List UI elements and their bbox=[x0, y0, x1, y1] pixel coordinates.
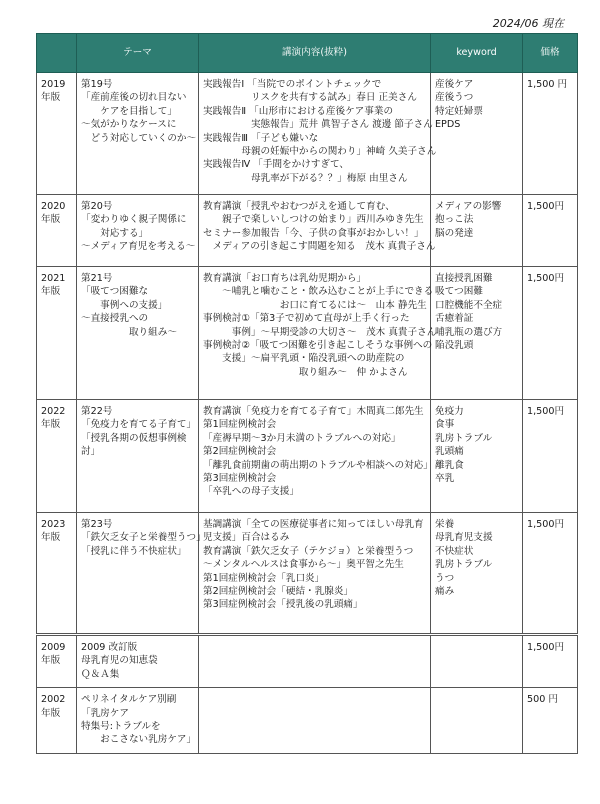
theme-line: 2009 改訂版 bbox=[81, 642, 138, 653]
header-keyword: keyword bbox=[431, 34, 523, 73]
table-row bbox=[37, 267, 578, 400]
theme-cell bbox=[77, 195, 199, 267]
keyword-line: 特定妊婦票 bbox=[435, 105, 483, 117]
price-cell: 1,500円 bbox=[523, 513, 578, 635]
table-header-row bbox=[37, 34, 578, 73]
year-line: 2019 bbox=[41, 79, 66, 90]
keyword-line: 哺乳瓶の選び方 bbox=[435, 326, 503, 338]
keyword-line: 口腔機能不全症 bbox=[435, 299, 503, 311]
theme-line: 第22号 bbox=[81, 406, 113, 417]
year-line: 2009 bbox=[41, 642, 66, 653]
year-cell bbox=[37, 688, 77, 754]
table-row bbox=[37, 195, 578, 267]
content-cell bbox=[199, 635, 431, 688]
keyword-line: 栄養 bbox=[435, 519, 455, 530]
theme-line: 特集号:トラブルを bbox=[81, 721, 161, 733]
keyword-line: 卒乳 bbox=[435, 473, 455, 485]
year-line: 年版 bbox=[41, 419, 61, 431]
content-line: リスクを共有する試み」春日 正美さん bbox=[203, 92, 417, 104]
table-row bbox=[37, 513, 578, 635]
content-line: 「離乳食前期歯の萌出期のトラブルや相談への対応」 bbox=[203, 459, 433, 471]
year-line: 年版 bbox=[41, 286, 61, 298]
content-line: 第2回症例検討会「硬結・乳腺炎」 bbox=[203, 586, 354, 598]
keyword-cell bbox=[431, 195, 523, 267]
price-cell: 1,500円 bbox=[523, 635, 578, 688]
theme-line: 母乳育児の知恵袋 bbox=[81, 655, 158, 667]
theme-line: 「乳房ケア bbox=[81, 707, 129, 719]
keyword-line: 産後ケア bbox=[435, 79, 474, 90]
keyword-line: 不快症状 bbox=[435, 545, 474, 557]
keyword-line: 免疫力 bbox=[435, 406, 464, 417]
publication-table bbox=[36, 33, 578, 754]
year-cell bbox=[37, 267, 77, 400]
theme-line: 取り組み～ bbox=[81, 326, 177, 338]
year-line: 年版 bbox=[41, 707, 61, 719]
year-line: 年版 bbox=[41, 655, 61, 667]
keyword-line: 直接授乳困難 bbox=[435, 273, 493, 284]
content-line: 事例検討①「第3子で初めて直母が上手く行った bbox=[203, 313, 410, 325]
content-line: 第1回症例検討会 bbox=[203, 419, 277, 431]
keyword-cell bbox=[431, 267, 523, 400]
header-year bbox=[37, 34, 77, 73]
content-cell bbox=[199, 688, 431, 754]
content-line: ～哺乳と噛むこと・飲み込むことが上手にできる bbox=[203, 286, 434, 298]
content-line: 「卒乳への母子支援」 bbox=[203, 486, 299, 498]
theme-cell bbox=[77, 513, 206, 635]
year-line: 2022 bbox=[41, 406, 66, 417]
content-line: 事例検討②「吸てつ困難を引き起こしそうな事例への bbox=[203, 340, 433, 352]
keyword-line: 母乳育児支援 bbox=[435, 532, 493, 544]
keyword-cell bbox=[431, 635, 523, 688]
keyword-line: 産後うつ bbox=[435, 92, 474, 104]
keyword-line: 乳房トラブル bbox=[435, 559, 493, 571]
year-cell bbox=[37, 195, 77, 267]
content-line: 取り組み～ 仲 かよさん bbox=[203, 366, 408, 378]
content-cell bbox=[199, 195, 436, 267]
content-line: セミナー参加報告「今、子供の食事がおかしい！」 bbox=[203, 227, 424, 239]
content-line: 「産褥早期～3か月未満のトラブルへの対応」 bbox=[203, 432, 401, 444]
content-line: 実態報告」荒井 眞智子さん 渡邊 節子さん bbox=[203, 119, 433, 131]
theme-line: ～直接授乳への bbox=[81, 313, 149, 325]
theme-line: おこさない乳房ケア」 bbox=[81, 734, 197, 746]
content-line: 第1回症例検討会「乳口炎」 bbox=[203, 572, 325, 584]
content-line: 実践報告Ⅰ 「当院でのポイントチェックで bbox=[203, 79, 382, 90]
keyword-line: 吸てつ困難 bbox=[435, 286, 483, 298]
keyword-line: 舌癒着証 bbox=[435, 313, 474, 325]
year-line: 2002 bbox=[41, 694, 66, 706]
keyword-line: 抱っこ法 bbox=[435, 214, 474, 226]
theme-line: ～メディア育児を考える～ bbox=[81, 241, 196, 253]
theme-line: 「鉄欠乏女子と栄養型うつ」 bbox=[81, 532, 206, 544]
content-line: 実践報告Ⅲ 「子ども嫌いな bbox=[203, 132, 319, 144]
price-cell: 500 円 bbox=[523, 688, 578, 754]
keyword-line: うつ bbox=[435, 572, 455, 584]
content-cell bbox=[199, 73, 437, 195]
content-line: 第2回症例検討会 bbox=[203, 446, 277, 458]
year-line: 年版 bbox=[41, 92, 61, 104]
theme-cell bbox=[77, 73, 199, 195]
theme-line: 「産前産後の切れ目ない bbox=[81, 92, 187, 104]
theme-line: 第23号 bbox=[81, 519, 113, 530]
header-theme: テーマ bbox=[77, 34, 199, 73]
content-cell bbox=[199, 267, 437, 400]
keyword-line: 脳の発達 bbox=[435, 227, 474, 239]
theme-line: 第19号 bbox=[81, 79, 113, 90]
keyword-line: メディアの影響 bbox=[435, 201, 502, 212]
price-cell: 1,500円 bbox=[523, 267, 578, 400]
content-line: 母親の妊娠中からの関わり」神崎 久美子さん bbox=[203, 146, 437, 158]
content-line: 教育講演「授乳やおむつがえを通して育む、 bbox=[203, 201, 395, 212]
year-cell bbox=[37, 400, 77, 513]
keyword-cell bbox=[431, 513, 523, 635]
keyword-line: EPDS bbox=[435, 119, 461, 131]
theme-cell bbox=[77, 635, 199, 688]
content-line: メディアの引き起こす問題を知る 茂木 真貴子さん bbox=[203, 241, 436, 253]
year-cell bbox=[37, 513, 77, 635]
keyword-cell bbox=[431, 688, 523, 754]
content-line: 事例」～早期受診の大切さ～ 茂木 真貴子さん bbox=[203, 326, 437, 338]
year-line: 年版 bbox=[41, 214, 61, 226]
theme-line: ケアを目指して」 bbox=[81, 105, 177, 117]
theme-cell bbox=[77, 688, 199, 754]
year-line: 2021 bbox=[41, 273, 66, 284]
content-line: 支援」～扁平乳頭・陥没乳頭への助産院の bbox=[203, 353, 405, 365]
content-line: 実践報告Ⅱ 「山形市における産後ケア事業の bbox=[203, 105, 394, 117]
content-line: 教育講演「鉄欠乏女子（テケジョ）と栄養型うつ bbox=[203, 545, 414, 557]
table-row bbox=[37, 688, 578, 754]
content-cell bbox=[199, 513, 431, 635]
theme-line: 事例への支援」 bbox=[81, 299, 168, 311]
year-line: 2020 bbox=[41, 201, 66, 212]
content-line: 教育講演「お口育ちは乳幼児期から」 bbox=[203, 273, 367, 284]
price-cell: 1,500円 bbox=[523, 195, 578, 267]
keyword-line: 食事 bbox=[435, 419, 455, 431]
theme-line: Ｑ＆Ａ集 bbox=[81, 668, 120, 680]
keyword-cell bbox=[431, 73, 523, 195]
theme-line: 討」 bbox=[81, 446, 101, 458]
theme-line: 「授乳各期の仮想事例検 bbox=[81, 432, 187, 444]
theme-line: 第20号 bbox=[81, 201, 113, 212]
price-cell: 1,500円 bbox=[523, 400, 578, 513]
keyword-line: 陥没乳頭 bbox=[435, 340, 474, 352]
content-line: 基調講演「全ての医療従事者に知ってほしい母乳育 bbox=[203, 519, 424, 530]
year-line: 2023 bbox=[41, 519, 66, 530]
year-cell bbox=[37, 73, 77, 195]
content-line: 親子で楽しいしつけの始まり」西川みゆき先生 bbox=[203, 214, 424, 226]
keyword-line: 痛み bbox=[435, 586, 455, 598]
theme-line: 対応する」 bbox=[81, 227, 149, 239]
theme-line: 「授乳に伴う不快症状」 bbox=[81, 545, 187, 557]
price-cell: 1,500 円 bbox=[523, 73, 578, 195]
keyword-line: 乳房トラブル bbox=[435, 432, 493, 444]
year-cell bbox=[37, 635, 77, 688]
content-line: 教育講演「免疫力を育てる子育て」木間真二郎先生 bbox=[203, 406, 424, 417]
keyword-line: 乳頭痛 bbox=[435, 446, 464, 458]
year-line: 年版 bbox=[41, 532, 61, 544]
content-line: お口に育てるには～ 山本 静先生 bbox=[203, 299, 427, 311]
header-price: 価格 bbox=[523, 34, 578, 73]
theme-line: 第21号 bbox=[81, 273, 113, 284]
table-row bbox=[37, 635, 578, 688]
header-content: 講演内容(抜粋) bbox=[199, 34, 431, 73]
theme-line: ペリネイタルケア別刷 bbox=[81, 694, 177, 706]
theme-cell bbox=[77, 400, 199, 513]
theme-line: ～気がかりなケースに bbox=[81, 119, 177, 131]
content-line: 児支援」百合はるみ bbox=[203, 532, 290, 544]
content-line: 母乳率が下がる？？」梅原 由里さん bbox=[203, 172, 408, 184]
content-line: 第3回症例検討会 bbox=[203, 473, 277, 485]
content-line: ～メンタルヘルスは食事から～」奥平智之先生 bbox=[203, 559, 404, 571]
content-cell bbox=[199, 400, 431, 513]
theme-line: 「吸てつ困難な bbox=[81, 286, 149, 298]
table-row bbox=[37, 400, 578, 513]
keyword-cell bbox=[431, 400, 523, 513]
theme-line: 「変わりゆく親子関係に bbox=[81, 214, 187, 226]
content-line: 実践報告Ⅳ 「手間をかけすぎて、 bbox=[203, 159, 350, 171]
table-row bbox=[37, 73, 578, 195]
theme-line: どう対応していくのか～ bbox=[81, 132, 197, 144]
content-line: 第3回症例検討会「授乳後の乳頭痛」 bbox=[203, 599, 363, 611]
theme-line: 「免疫力を育てる子育て」 bbox=[81, 419, 197, 431]
current-date: 2024/06 現在 bbox=[492, 17, 564, 30]
theme-cell bbox=[77, 267, 199, 400]
keyword-line: 離乳食 bbox=[435, 459, 464, 471]
